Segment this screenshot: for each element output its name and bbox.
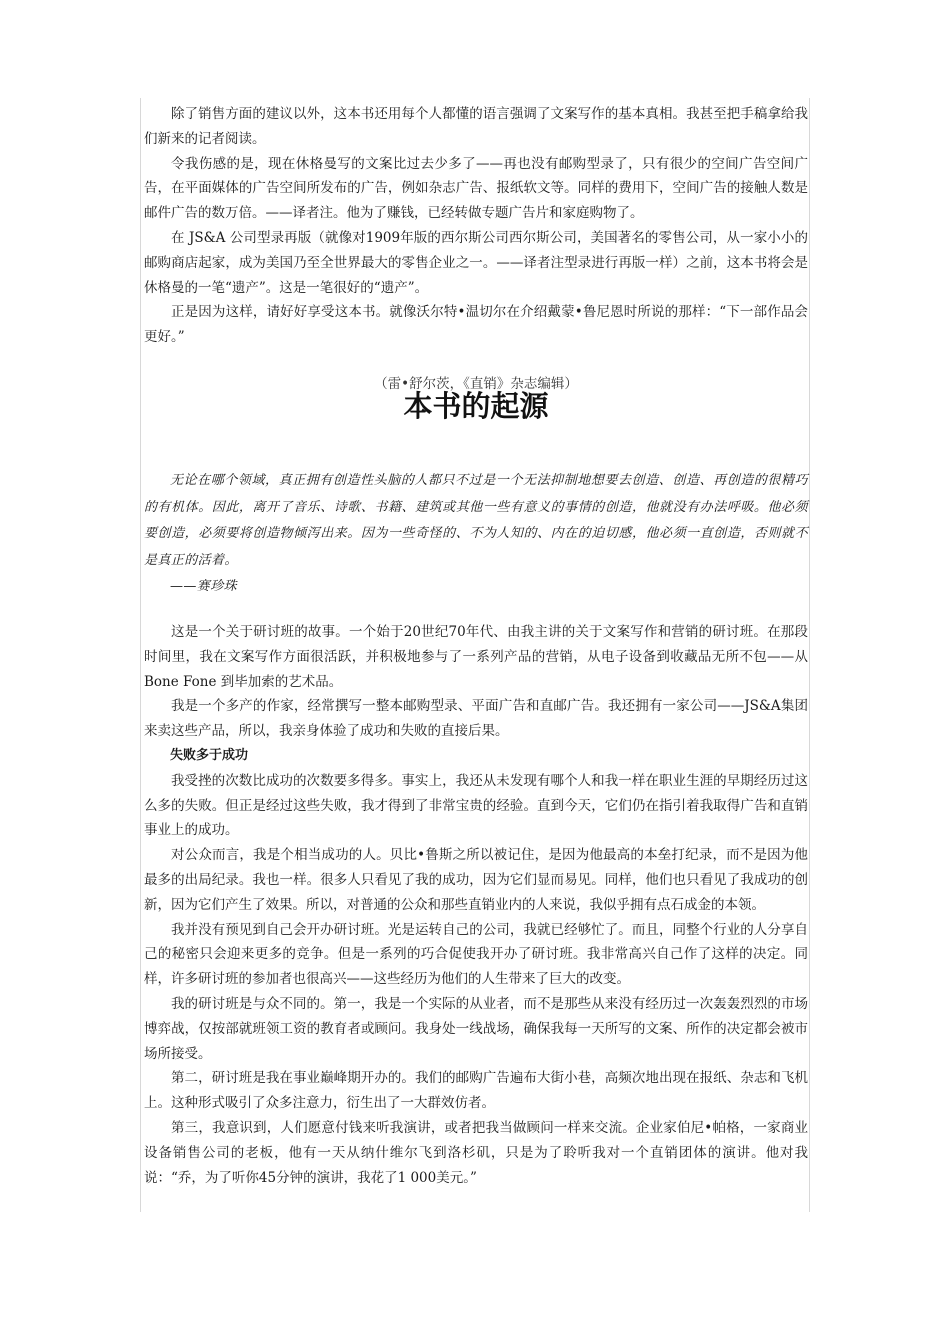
paragraph: 第二，研讨班是我在事业巅峰期开办的。我们的邮购广告遍布大街小巷，高频次地出现在报纸、杂志和飞机上。这种形式吸引了众多注意力，衍生出了一大群效仿者。	[144, 1070, 808, 1112]
paragraph: 除了销售方面的建议以外，这本书还用每个人都懂的语言强调了文案写作的基本真相。我甚至把手稿拿给我们新来的记者阅读。	[144, 106, 808, 147]
chapter-title: 本书的起源	[403, 389, 549, 423]
paragraph: 我是一个多产的作家，经常撰写一整本邮购型录、平面广告和直邮广告。我还拥有一家公司——JS&A集团来卖这些产品，所以，我亲身体验了成功和失败的直接后果。	[144, 698, 808, 740]
epigraph-author: ——赛珍珠	[170, 579, 238, 594]
paragraph: 对公众而言，我是个相当成功的人。贝比•鲁斯之所以被记住，是因为他最高的本垒打纪录，而不是因为他最多的出局纪录。我也一样。很多人只看见了我的成功，因为它们显而易见。同样，他们也只看见了我成功的创新，因为它们产生了效果。所以，对普通的公众和那些直销业内的人来说，我似乎拥有点石成金的本领。	[144, 847, 808, 913]
intro-section	[144, 102, 808, 350]
preface-attribution: （雷•舒尔茨，《直销》杂志编辑）	[374, 376, 578, 392]
paragraph: 我并没有预见到自己会开办研讨班。光是运转自己的公司，我就已经够忙了。而且，同整个行业的人分享自己的秘密只会迎来更多的竞争。但是一系列的巧合促使我开办了研讨班。我非常高兴自己作了这样的决定。同样，许多研讨班的参加者也很高兴——这些经历为他们的人生带来了巨大的改变。	[144, 921, 808, 988]
paragraph: 正是因为这样，请好好享受这本书。就像沃尔特•温切尔在介绍戴蒙•鲁尼恩时所说的那样：“下一部作品会更好。”	[144, 304, 808, 346]
paragraph: 第三，我意识到，人们愿意付钱来听我演讲，或者把我当做顾问一样来交流。企业家伯尼•帕格，一家商业设备销售公司的老板，他有一天从纳什维尔飞到洛杉矶，只是为了聆听我对一个直销团体的演讲。他对我说：“乔，为了听你45分钟的演讲，我花了1 000美元。”	[144, 1119, 808, 1186]
body-section	[144, 620, 808, 1190]
section-subheading: 失败多于成功	[170, 747, 249, 763]
epigraph	[144, 468, 808, 601]
paragraph: 在 JS&A 公司型录再版（就像对1909年版的西尔斯公司西尔斯公司，美国著名的零售公司，从一家小小的邮购商店起家，成为美国乃至全世界最大的零售企业之一。——译者注型录进行再版一样）之前，这本书将会是休格曼的一笔“遗产”。这是一笔很好的“遗产”。	[144, 229, 808, 296]
paragraph: 我受挫的次数比成功的次数要多得多。事实上，我还从未发现有哪个人和我一样在职业生涯的早期经历过这么多的失败。但正是经过这些失败，我才得到了非常宝贵的经验。直到今天，它们仍在指引着我取得广告和直销事业上的成功。	[144, 772, 808, 839]
paragraph: 令我伤感的是，现在休格曼写的文案比过去少多了——再也没有邮购型录了，只有很少的空间广告空间广告，在平面媒体的广告空间所发布的广告，例如杂志广告、报纸软文等。同样的费用下，空间广告的接触人数是邮件广告的数万倍。——译者注。他为了赚钱，已经转做专题广告片和家庭购物了。	[144, 155, 808, 222]
epigraph-text: 无论在哪个领域，真正拥有创造性头脑的人都只不过是一个无法抑制地想要去创造、创造、再创造的很精巧的有机体。因此，离开了音乐、诗歌、书籍、建筑或其他一些有意义的事情的创造，他就没有办法呼吸。他必须要创造，必须要将创造物倾泻出来。因为一些奇怪的、不为人知的、内在的迫切感，他必须一直创造，否则就不是真正的活着。	[144, 473, 808, 568]
paragraph: 我的研讨班是与众不同的。第一，我是一个实际的从业者，而不是那些从来没有经历过一次轰轰烈烈的市场博弈战，仅按部就班领工资的教育者或顾问。我身处一线战场，确保我每一天所写的文案、所作的决定都会被市场所接受。	[144, 995, 808, 1062]
paragraph: 这是一个关于研讨班的故事。一个始于20世纪70年代、由我主讲的关于文案写作和营销的研讨班。在那段时间里，我在文案写作方面很活跃，并积极地参与了一系列产品的营销，从电子设备到收藏品无所不包——从 Bone Fone 到毕加索的艺术品。	[144, 624, 808, 690]
